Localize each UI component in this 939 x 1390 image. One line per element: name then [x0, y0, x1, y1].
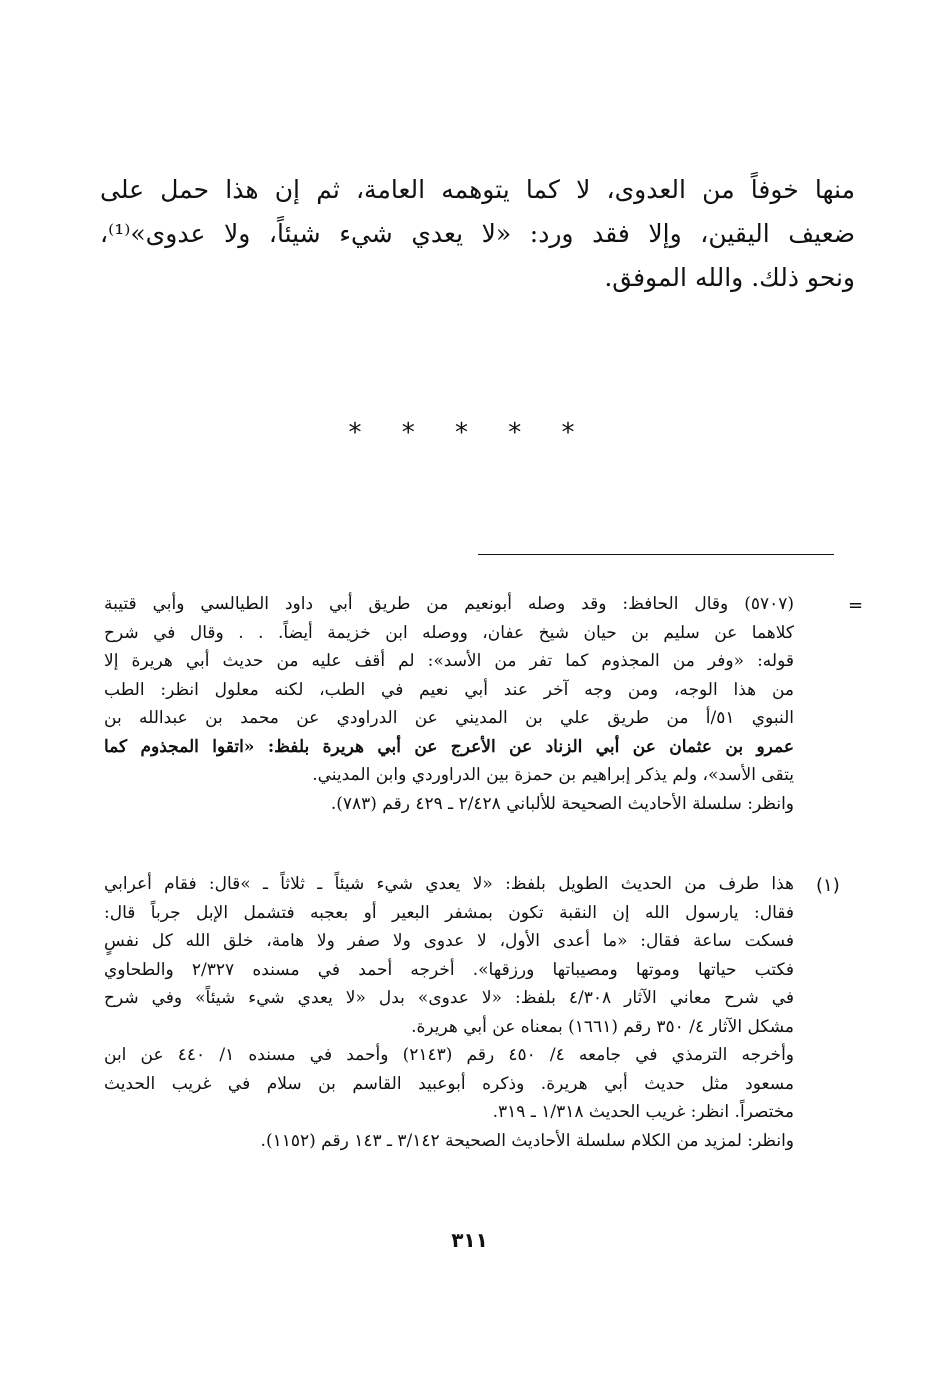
- footnote-line: (٥٧٠٧) وقال الحافظ: وقد وصله أبونعيم من طريق أبي داود الطيالسي وأبي قتيبة: [104, 594, 794, 614]
- main-text-line: ونحو ذلك. والله الموفق.: [604, 263, 855, 292]
- footnote-line: وأخرجه الترمذي في جامعه ٤/ ٤٥٠ رقم (٢١٤٣) وأحمد في مسنده ١/ ٤٤٠ عن ابن: [104, 1045, 794, 1065]
- footnote-line: وانظر: لمزيد من الكلام سلسلة الأحاديث الصحيحة ٣/١٤٢ ـ ١٤٣ رقم (١١٥٢).: [260, 1130, 794, 1151]
- main-text: [100, 168, 855, 300]
- footnote-line: عمرو بن عثمان عن أبي الزناد عن الأعرج عن أبي هريرة بلفظ: «اتقوا المجذوم كما: [104, 736, 794, 757]
- page-number: ٣١١: [451, 1228, 488, 1252]
- footnote-line: في شرح معاني الآثار ٤/٣٠٨ بلفظ: «لا عدوى» بدل «لا يعدي شيء شيئاً» وفي شرح: [104, 988, 795, 1008]
- main-text-line: منها خوفاً من العدوى، لا كما يتوهمه العامة، ثم إن هذا حمل على: [100, 175, 855, 204]
- footnote-continuation-marker: =: [848, 595, 864, 616]
- footnote-line: مشكل الآثار ٤/ ٣٥٠ رقم (١٦٦١) بمعناه عن أبي هريرة.: [411, 1016, 794, 1037]
- footnote-line: وانظر: سلسلة الأحاديث الصحيحة للألباني ٢/٤٢٨ ـ ٤٢٩ رقم (٧٨٣).: [330, 793, 794, 814]
- footnote-line: النبوي ٥١/أ من طريق علي بن المديني عن الدراودي عن محمد بن عبدالله بن: [104, 708, 794, 728]
- footnote-line: مختصراً. انظر: غريب الحديث ١/٣١٨ ـ ٣١٩.: [492, 1102, 794, 1122]
- footnote-line: مسعود مثل حديث أبي هريرة. وذكره أبوعبيد القاسم بن سلام في غريب الحديث: [104, 1073, 794, 1094]
- footnote-rule: [478, 554, 834, 555]
- footnote-line: قوله: «وفر من المجذوم كما تفر من الأسد»: لم أقف عليه من حديث أبي هريرة إلا: [104, 651, 794, 671]
- section-separator: * * * * *: [348, 418, 591, 448]
- main-text-line: ضعيف اليقين، وإلا فقد ورد: «لا يعدي شيء شيئاً، ولا عدوى»⁽¹⁾،: [100, 219, 855, 248]
- footnote-1-marker: (١): [816, 875, 840, 896]
- footnote-line: فكتب حياتها وموتها ومصيباتها ورزقها». أخرجه أحمد في مسنده ٢/٣٢٧ والطحاوي: [104, 959, 794, 980]
- footnote-1: [104, 870, 794, 1155]
- footnote-line: فقال: يارسول الله إن النقبة تكون بمشفر البعير أو بعجبه فتشمل الإبل جرباً قال:: [104, 902, 794, 923]
- footnote-line: كلاهما عن سليم بن حيان شيخ عفان، ووصله ابن خزيمة أيضاً. . . وقال في شرح: [104, 622, 794, 643]
- footnote-line: فسكت ساعة فقال: «ما أعدى الأول، لا عدوى ولا صفر ولا هامة، خلق الله كل نفسٍ: [104, 931, 794, 951]
- footnote-line: يتقى الأسد»، ولم يذكر إبراهيم بن حمزة بين الدراوردي وابن المديني.: [312, 765, 794, 785]
- footnote-line: هذا طرف من الحديث الطويل بلفظ: «لا يعدي شيء شيئاً ـ ثلاثاً ـ »قال: فقام أعرابي: [104, 874, 794, 894]
- footnote-line: من هذا الوجه، ومن وجه آخر عند أبي نعيم في الطب، لكنه معلول انظر: الطب: [104, 679, 794, 700]
- footnote-continuation: [104, 590, 794, 818]
